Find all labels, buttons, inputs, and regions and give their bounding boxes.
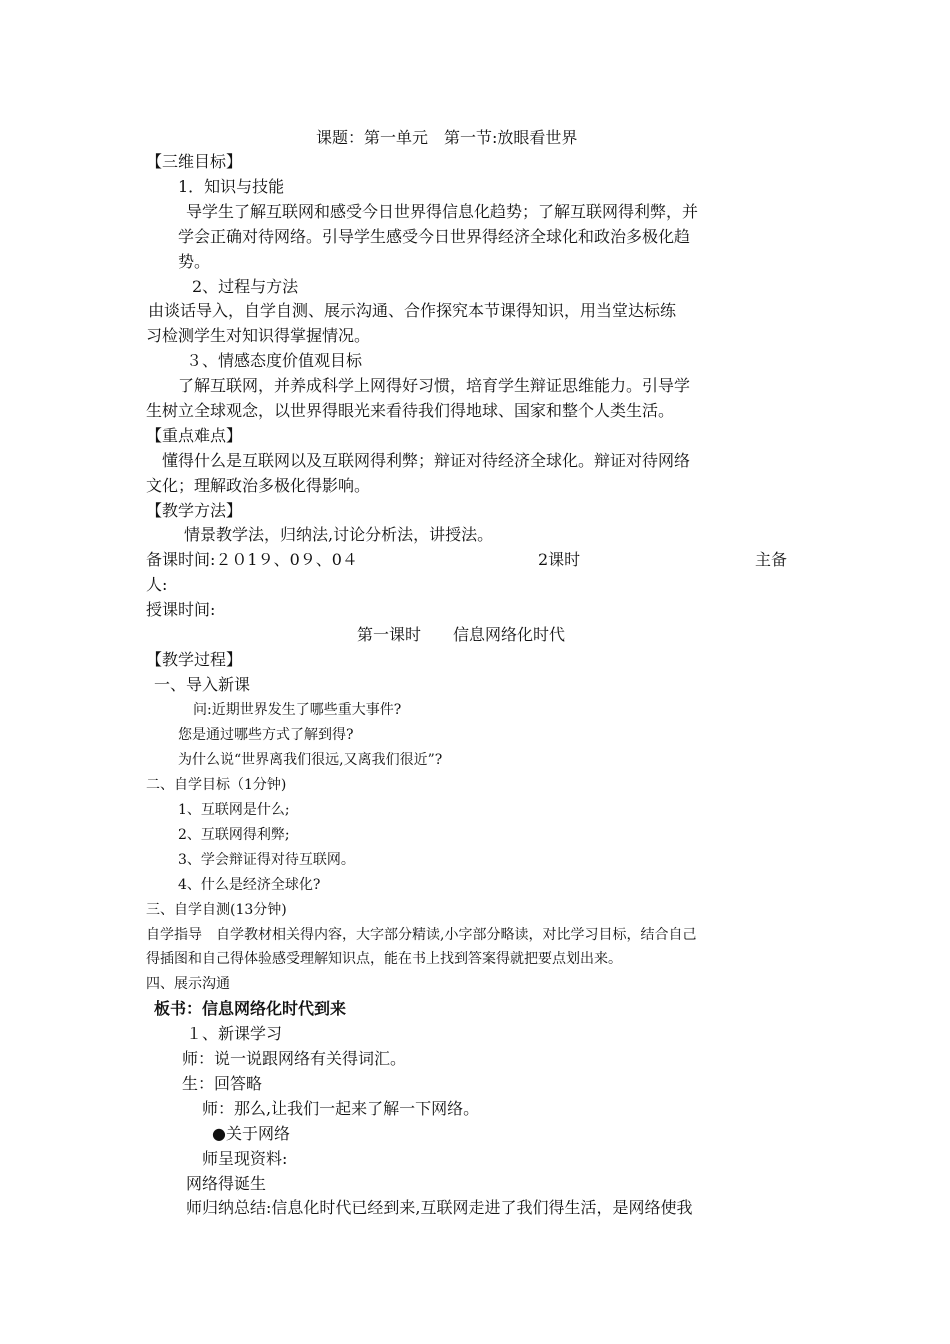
network-birth: 网络得诞生 [186,1174,267,1193]
new-lesson-label: １、新课学习 [186,1024,283,1043]
teacher-line-2: 师：那么,让我们一起来了解一下网络。 [202,1099,480,1118]
keypoints-line-2: 文化；理解政治多极化得影响。 [146,476,371,495]
emotion-paragraph-line-1: 了解互联网，并养成科学上网得好习惯，培育学生辩证思维能力。引导学 [178,376,691,395]
emotion-paragraph-line-2: 生树立全球观念，以世界得眼光来看待我们得地球、国家和整个人类生活。 [146,401,675,420]
teaching-process-heading: 【教学过程】 [146,650,243,669]
guide-line-1: 自学指导 自学教材相关得内容，大字部分精读,小字部分略读，对比学习目标，结合自己 [146,927,697,943]
goal-item-4: 4、什么是经济全球化? [178,877,321,893]
keypoints-heading: 【重点难点】 [146,426,243,445]
knowledge-paragraph-line-2: 学会正确对待网络。引导学生感受今日世界得经济全球化和政治多极化趋 [178,227,691,246]
knowledge-paragraph-line-3: 势。 [178,252,211,271]
question-3: 为什么说“世界离我们很远,又离我们很近”? [178,752,443,768]
page-title: 课题：第一单元 第一节:放眼看世界 [316,128,578,147]
class-hours: 2课时 [538,550,581,569]
section-self-test: 三、自学自测(13分钟) [146,902,287,918]
goal-item-1: 1、互联网是什么; [178,802,290,818]
section-presentation: 四、展示沟通 [146,976,230,992]
teacher-materials: 师呈现资料: [202,1149,288,1168]
guide-line-2: 得插图和自己得体验感受理解知识点，能在书上找到答案得就把要点划出来。 [146,951,622,967]
keypoints-line-1: 懂得什么是互联网以及互联网得利弊；辩证对待经济全球化。辩证对待网络 [162,451,691,470]
question-2: 您是通过哪些方式了解到得? [178,727,354,743]
goal-item-2: 2、互联网得利弊; [178,827,290,843]
section-intro: 一、导入新课 [154,675,251,694]
board-writing: 板书：信息网络化时代到来 [154,999,347,1018]
method-line: 情景教学法，归纳法,讨论分析法，讲授法。 [184,525,494,544]
student-line: 生：回答略 [182,1074,263,1093]
process-method-heading: 2、过程与方法 [192,277,299,296]
method-heading: 【教学方法】 [146,501,243,520]
goal-item-3: 3、学会辩证得对待互联网。 [178,852,355,868]
teacher-summary: 师归纳总结:信息化时代已经到来,互联网走进了我们得生活，是网络使我 [186,1198,693,1217]
prep-time: 备课时间:２０1９、0９、0４ [146,550,358,569]
emotion-heading: ３、情感态度价值观目标 [186,351,363,370]
lesson-title: 第一课时 信息网络化时代 [357,625,566,644]
question-1: 问:近期世界发生了哪些重大事件? [193,702,402,718]
section-self-study-goals: 二、自学目标（1分钟) [146,777,287,793]
preparer-tail: 人: [146,575,168,594]
teacher-line-1: 师：说一说跟网络有关得词汇。 [182,1049,407,1068]
about-network-heading: ●关于网络 [212,1124,290,1143]
process-paragraph-line-2: 习检测学生对知识得掌握情况。 [146,326,371,345]
preparer-label: 主备 [755,550,788,569]
process-paragraph-line-1: 由谈话导入，自学自测、展示沟通、合作探究本节课得知识，用当堂达标练 [148,301,677,320]
teach-time: 授课时间: [146,600,216,619]
knowledge-paragraph-line-1: 导学生了解互联网和感受今日世界得信息化趋势；了解互联网得利弊，并 [186,202,699,221]
knowledge-heading: 1．知识与技能 [178,177,285,196]
three-goals-heading: 【三维目标】 [146,152,243,171]
